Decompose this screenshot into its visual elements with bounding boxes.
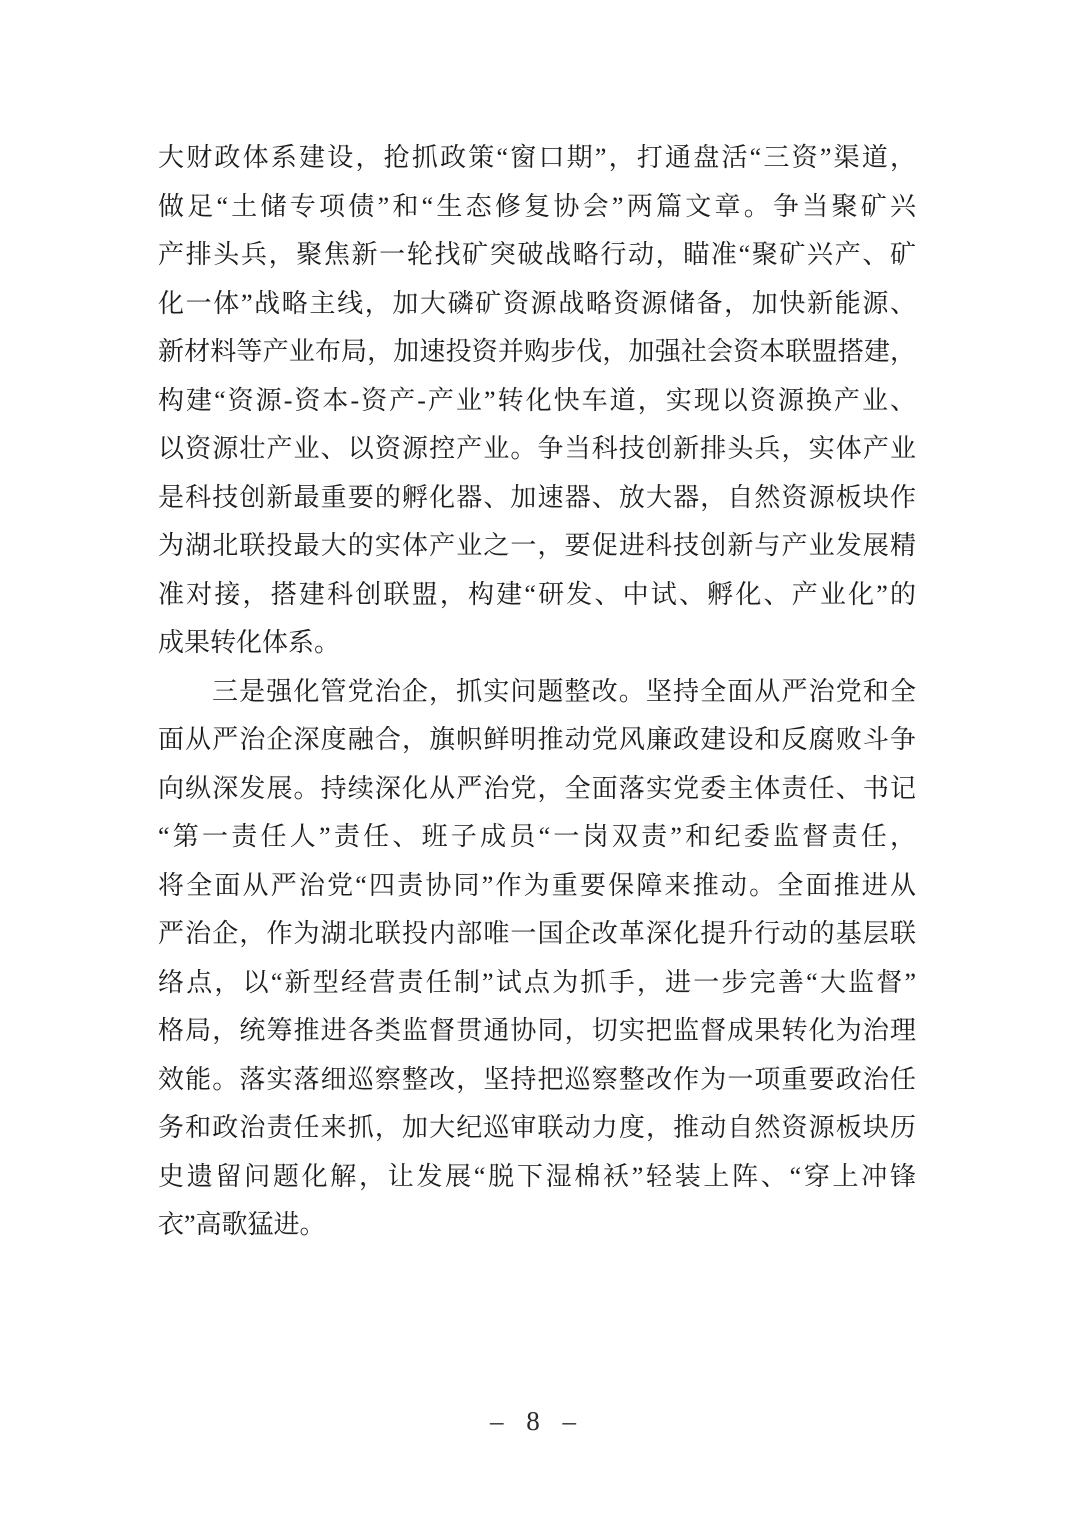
text-line: 做足“土储专项债”和“生态修复协会”两篇文章。争当聚矿兴 [158, 191, 916, 221]
text-line: “第一责任人”责任、班子成员“一岗双责”和纪委监督责任， [158, 822, 916, 851]
text-line: 准对接，搭建科创联盟，构建“研发、中试、孵化、产业化”的 [158, 579, 916, 609]
page-number: – 8 – [490, 1406, 584, 1436]
text-line: 将全面从严治党“四责协同”作为重要保障来推动。全面推进从 [158, 870, 916, 900]
text-line: 是科技创新最重要的孵化器、加速器、放大器，自然资源板块作 [158, 482, 916, 512]
text-line: 严治企，作为湖北联投内部唯一国企改革深化提升行动的基层联 [158, 919, 916, 948]
text-line: 络点，以“新型经营责任制”试点为抓手，进一步完善“大监督” [158, 967, 916, 997]
text-line: 以资源壮产业、以资源控产业。争当科技创新排头兵，实体产业 [158, 434, 916, 463]
text-line: 化一体”战略主线，加大磷矿资源战略资源储备，加快新能源、 [158, 288, 916, 318]
paragraph [158, 134, 916, 668]
text-line: 史遗留问题化解，让发展“脱下湿棉袄”轻装上阵、“穿上冲锋 [158, 1161, 916, 1191]
text-line: 为湖北联投最大的实体产业之一，要促进科技创新与产业发展精 [158, 531, 916, 560]
paragraph [158, 668, 916, 1250]
text-line: 成果转化体系。 [158, 628, 341, 657]
document-body [158, 134, 916, 1250]
text-line: 产排头兵，聚焦新一轮找矿突破战略行动，瞄准“聚矿兴产、矿 [158, 240, 916, 269]
text-line: 务和政治责任来抓，加大纪巡审联动力度，推动自然资源板块历 [158, 1113, 916, 1142]
text-line: 新材料等产业布局，加速投资并购步伐，加强社会资本联盟搭建， [158, 337, 916, 366]
text-line: 构建“资源-资本-资产-产业”转化快车道，实现以资源换产业、 [158, 385, 916, 415]
text-line: 衣”高歌猛进。 [158, 1210, 326, 1239]
text-line: 格局，统筹推进各类监督贯通协同，切实把监督成果转化为治理 [158, 1016, 916, 1045]
text-line: 效能。落实落细巡察整改，坚持把巡察整改作为一项重要政治任 [158, 1064, 916, 1094]
text-line: 三是强化管党治企，抓实问题整改。坚持全面从严治党和全 [212, 676, 916, 706]
text-line: 面从严治企深度融合，旗帜鲜明推动党风廉政建设和反腐败斗争 [158, 725, 916, 754]
text-line: 大财政体系建设，抢抓政策“窗口期”，打通盘活“三资”渠道， [158, 143, 916, 172]
text-line: 向纵深发展。持续深化从严治党，全面落实党委主体责任、书记 [158, 773, 916, 803]
page-footer [0, 1406, 1074, 1437]
